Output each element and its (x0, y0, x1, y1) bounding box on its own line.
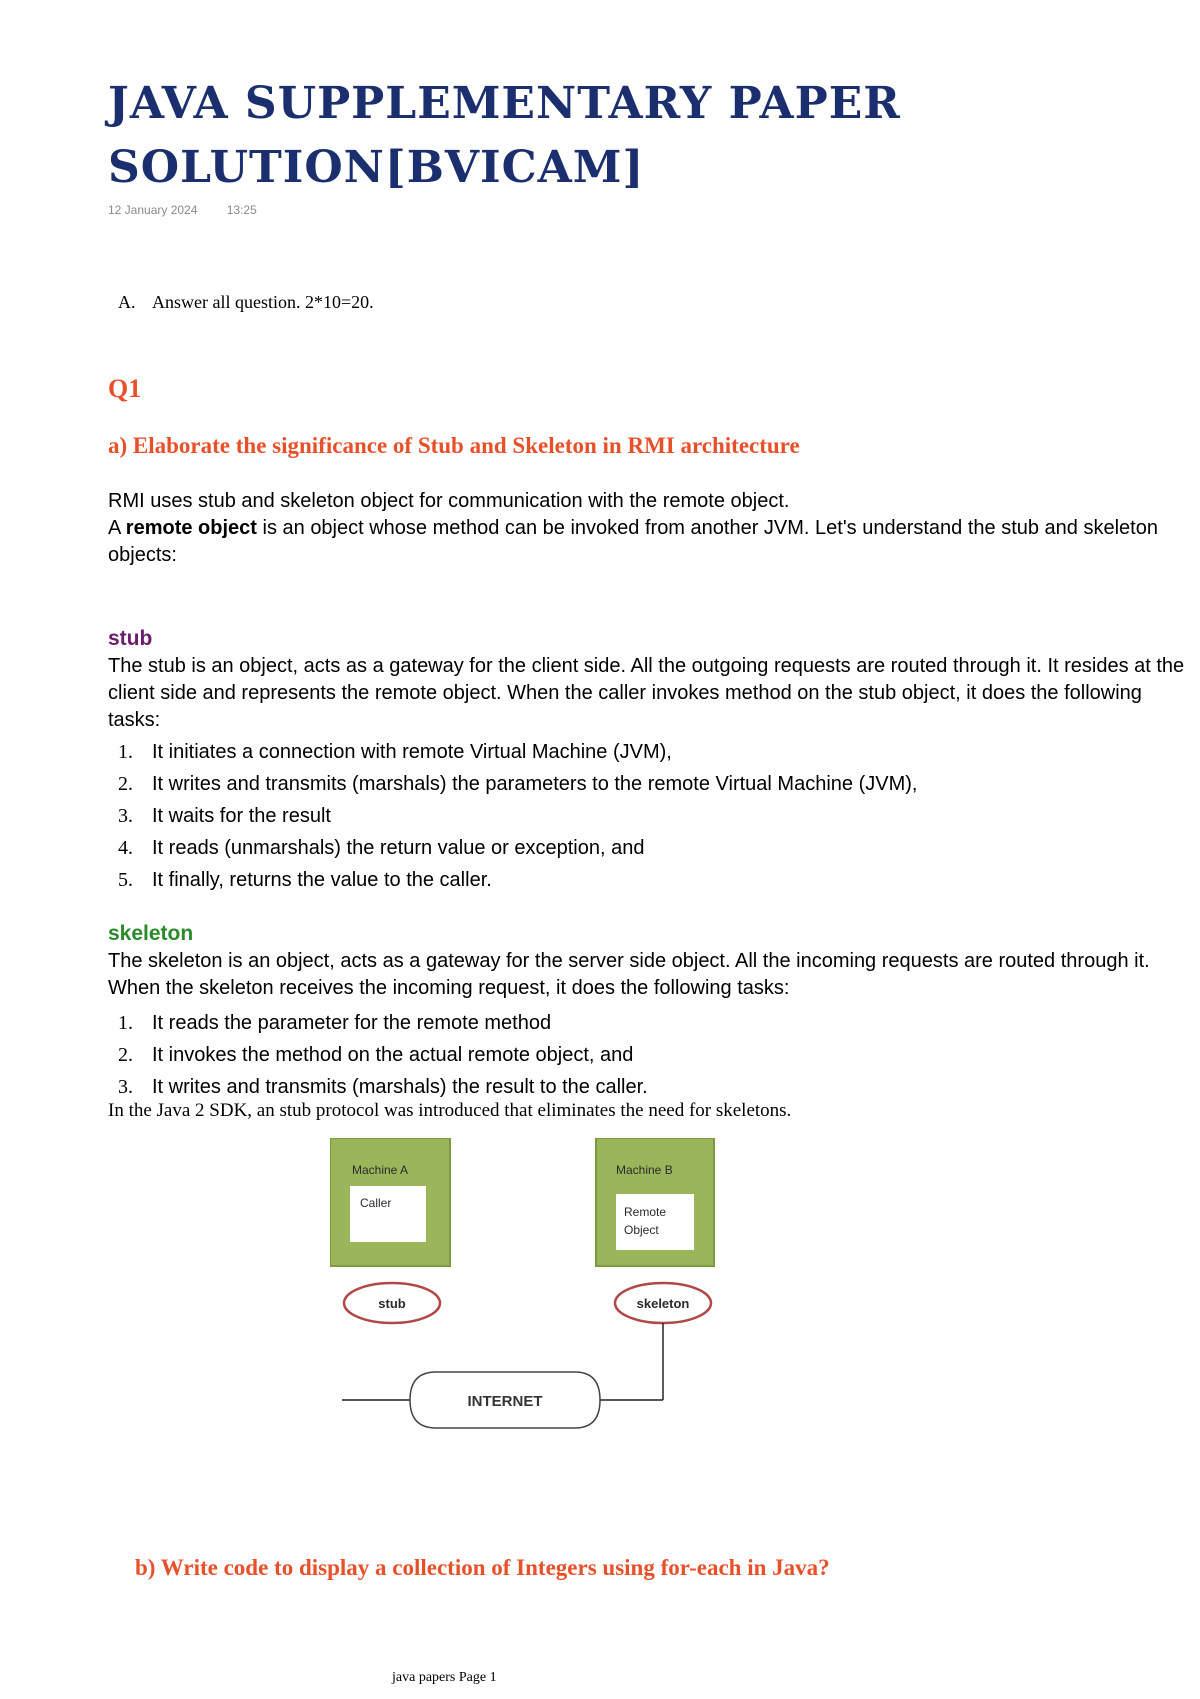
rmi-diagram (330, 1138, 730, 1448)
list-number: 2. (118, 773, 133, 795)
intro-line-1: RMI uses stub and skeleton object for communication with the remote object. (108, 490, 790, 512)
remote-object-label-2: Object (624, 1223, 659, 1237)
list-text: It invokes the method on the actual remote object, and (152, 1044, 634, 1066)
skeleton-paragraph: The skeleton is an object, acts as a gateway for the server side object. All the incoming requests are routed through it. When the skeleton receives the incoming request, it does the following tasks: (108, 950, 1150, 999)
list-item (118, 834, 917, 866)
date-time-stamp (108, 203, 283, 217)
list-item (118, 802, 917, 834)
machine-b-label: Machine B (616, 1163, 673, 1177)
skeleton-heading: skeleton (108, 922, 194, 945)
stub-heading: stub (108, 627, 153, 650)
title-line-2: SOLUTION[BVICAM] (108, 142, 645, 193)
list-number: 2. (118, 1044, 133, 1066)
question-number: Q1 (108, 374, 142, 403)
list-item (118, 866, 917, 898)
caller-label: Caller (360, 1196, 392, 1210)
list-text: It waits for the result (152, 805, 331, 827)
list-number: 4. (118, 837, 133, 859)
list-item (118, 1009, 648, 1041)
list-text: It reads the parameter for the remote method (152, 1012, 552, 1034)
intro-paragraph (108, 488, 1198, 569)
list-item (118, 1041, 648, 1073)
remote-object-box (616, 1194, 694, 1250)
internet-label: INTERNET (467, 1393, 543, 1410)
date-text: 12 January 2024 (108, 203, 198, 217)
remote-object-label-1: Remote (624, 1205, 667, 1219)
intro-prefix: A (108, 517, 126, 539)
list-number: 1. (118, 741, 133, 763)
list-number: 5. (118, 869, 133, 891)
skeleton-label: skeleton (636, 1296, 690, 1311)
list-text: It writes and transmits (marshals) the parameters to the remote Virtual Machine (JVM), (152, 773, 918, 795)
intro-suffix: is an object whose method can be invoked from another JVM. Let's understand the stub and skeleton objects: (108, 517, 1158, 566)
time-text: 13:25 (226, 203, 257, 217)
intro-line-2 (108, 515, 1198, 569)
question-part-a: a) Elaborate the significance of Stub and Skeleton in RMI architecture (108, 433, 800, 458)
list-item (118, 770, 917, 802)
remote-object-term: remote object (125, 517, 257, 539)
list-item (118, 738, 917, 770)
machine-a-label: Machine A (352, 1163, 409, 1177)
document-title (108, 72, 901, 200)
instruction-text: Answer all question. 2*10=20. (152, 292, 374, 312)
list-text: It initiates a connection with remote Virtual Machine (JVM), (152, 741, 672, 763)
list-number: 1. (118, 1012, 133, 1034)
title-line-1: JAVA SUPPLEMENTARY PAPER (108, 78, 901, 129)
skeleton-note: In the Java 2 SDK, an stub protocol was introduced that eliminates the need for skeletons. (108, 1100, 792, 1121)
instruction-line (118, 292, 374, 313)
question-part-b: b) Write code to display a collection of Integers using for-each in Java? (135, 1555, 830, 1580)
list-number: 3. (118, 1076, 133, 1098)
list-number: 3. (118, 805, 133, 827)
stub-task-list (118, 738, 917, 898)
caller-box (350, 1186, 426, 1242)
stub-label: stub (378, 1296, 406, 1311)
instruction-letter: A. (118, 292, 136, 312)
stub-paragraph: The stub is an object, acts as a gateway for the client side. All the outgoing requests are routed through it. It resides at the client side and represents the remote object. When the caller invokes method on the stub object, it does the following tasks: (108, 655, 1185, 731)
page-footer: java papers Page 1 (392, 1670, 497, 1685)
list-text: It reads (unmarshals) the return value or exception, and (152, 837, 645, 859)
list-text: It writes and transmits (marshals) the result to the caller. (152, 1076, 648, 1098)
skeleton-task-list (118, 1009, 648, 1105)
list-text: It finally, returns the value to the caller. (152, 869, 492, 891)
